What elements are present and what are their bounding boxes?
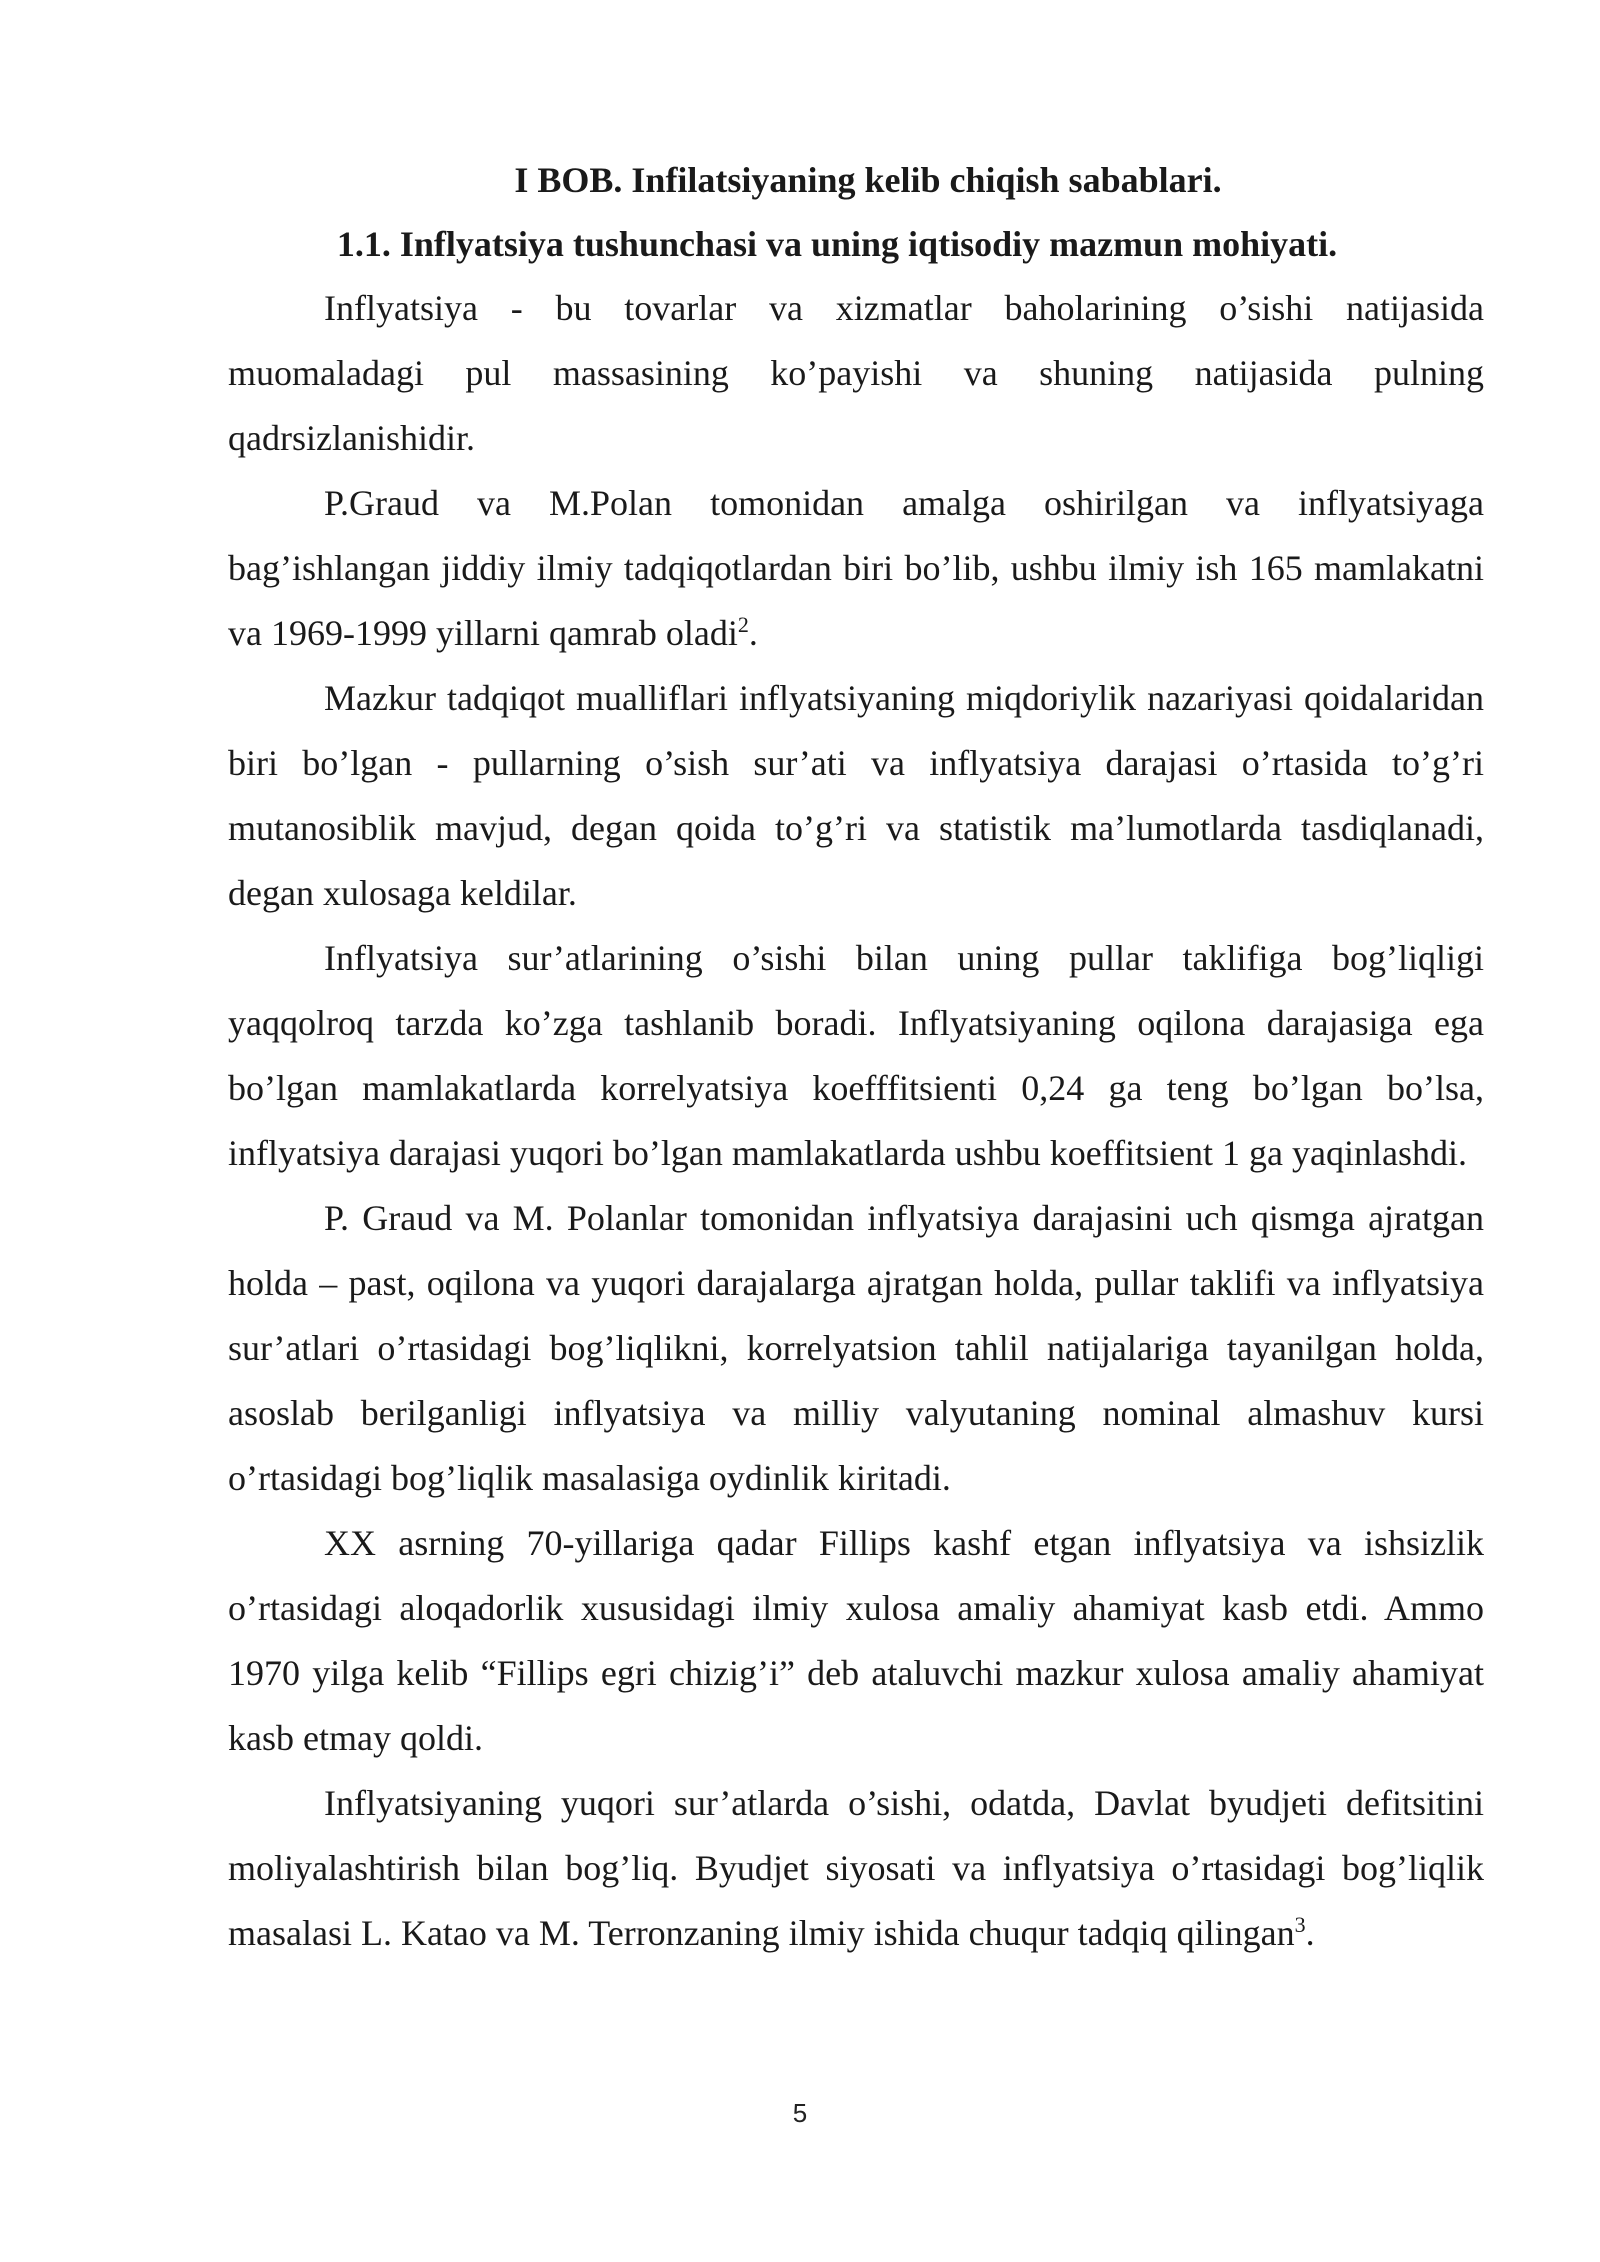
paragraph-5 (228, 1186, 1484, 1511)
page-number: 5 (792, 2098, 808, 2128)
paragraph-4 (228, 926, 1484, 1186)
paragraph-text: Inflyatsiya - bu tovarlar va xizmatlar baholarining o’sishi natijasida muomaladagi pul massasining ko’payishi va shuning natijasida pulning qadrsizlanishidir. (228, 288, 1484, 458)
paragraph-text: Inflyatsiyaning yuqori sur’atlarda o’sishi, odatda, Davlat byudjeti defitsitini moliyalashtirish bilan bog’liq. Byudjet siyosati va inflyatsiya o’rtasidagi bog’liqlik masalasi L. Katao va M. Terronzaning ilmiy ishida chuqur tadqiq qilingan (228, 1783, 1484, 1953)
footnote-ref[interactable]: 2 (737, 612, 749, 637)
paragraph-7 (228, 1771, 1484, 1966)
paragraph-text: P. Graud va M. Polanlar tomonidan inflyatsiya darajasini uch qismga ajratgan holda – past, oqilona va yuqori darajalarga ajratgan holda, pullar taklifi va inflyatsiya sur’atlari o’rtasidagi bog’liqlikni, korrelyatsion tahlil natijalariga tayanilgan holda, asoslab berilganligi inflyatsiya va milliy valyutaning nominal almashuv kursi o’rtasidagi bog’liqlik masalasiga oydinlik kiritadi. (228, 1198, 1484, 1498)
paragraph-text: XX asrning 70-yillariga qadar Fillips kashf etgan inflyatsiya va ishsizlik o’rtasidagi aloqadorlik xususidagi ilmiy xulosa amaliy ahamiyat kasb etdi. Ammo 1970 yilga kelib “Fillips egri chizig’i” deb ataluvchi mazkur xulosa amaliy ahamiyat kasb etmay qoldi. (228, 1523, 1484, 1758)
paragraph-6 (228, 1511, 1484, 1771)
paragraph-text: P.Graud va M.Polan tomonidan amalga oshirilgan va inflyatsiyaga bag’ishlangan jiddiy ilmiy tadqiqotlardan biri bo’lib, ushbu ilmiy ish 165 mamlakatni va 1969-1999 yillarni qamrab oladi (228, 483, 1484, 653)
paragraph-3 (228, 666, 1484, 926)
paragraph-text: Mazkur tadqiqot mualliflari inflyatsiyaning miqdoriylik nazariyasi qoidalaridan biri bo’lgan - pullarning o’sish sur’ati va inflyatsiya darajasi o’rtasida to’g’ri mutanosiblik mavjud, degan qoida to’g’ri va statistik ma’lumotlarda tasdiqlanadi, degan xulosaga keldilar. (228, 678, 1484, 913)
paragraph-1 (228, 276, 1484, 471)
paragraph-2 (228, 471, 1484, 666)
paragraph-text: Inflyatsiya sur’atlarining o’sishi bilan uning pullar taklifiga bog’liqligi yaqqolroq tarzda ko’zga tashlanib boradi. Inflyatsiyaning oqilona darajasiga ega bo’lgan mamlakatlarda korrelyatsiya koefffitsienti 0,24 ga teng bo’lgan bo’lsa, inflyatsiya darajasi yuqori bo’lgan mamlakatlarda ushbu koeffitsient 1 ga yaqinlashdi. (228, 938, 1484, 1173)
paragraph-tail: . (748, 613, 758, 653)
chapter-title: I BOB. Infilatsiyaning kelib chiqish sabablari. (514, 160, 1222, 200)
section-title: 1.1. Inflyatsiya tushunchasi va uning iqtisodiy mazmun mohiyati. (336, 224, 1338, 264)
footnote-ref[interactable]: 3 (1294, 1912, 1306, 1937)
paragraph-tail: . (1305, 1913, 1315, 1953)
document-page (228, 148, 1484, 1966)
